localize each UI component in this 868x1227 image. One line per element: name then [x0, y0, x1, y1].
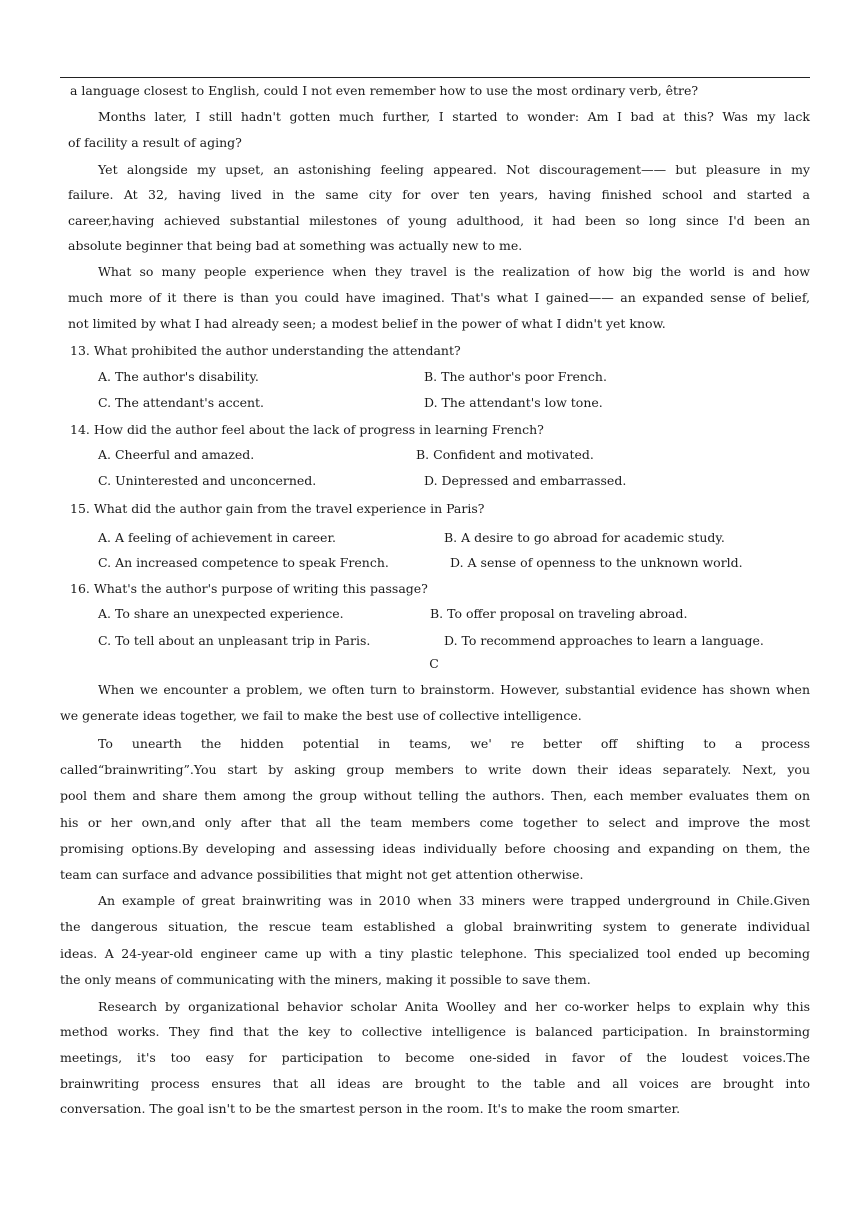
option-b: B. A desire to go abroad for academic study.: [444, 530, 725, 545]
passage-line: pool them and share them among the group without telling the authors. Then, each member evaluates them on: [60, 788, 810, 803]
question-stem: 13. What prohibited the author understanding the attendant?: [70, 343, 461, 358]
passage-line: the only means of communicating with the miners, making it possible to save them.: [60, 972, 591, 987]
option-c: C. Uninterested and unconcerned.: [98, 473, 317, 488]
passage-line: the dangerous situation, the rescue team established a global brainwriting system to generate individual: [60, 919, 810, 934]
passage-line: absolute beginner that being bad at something was actually new to me.: [68, 238, 523, 253]
option-a: A. A feeling of achievement in career.: [98, 530, 337, 545]
passage-line: Yet alongside my upset, an astonishing feeling appeared. Not discouragement—— but pleasure in my: [98, 162, 810, 177]
section-heading: C: [429, 656, 439, 671]
passage-line: failure. At 32, having lived in the same city for over ten years, having finished school and started a: [68, 187, 810, 202]
passage-line: called“brainwriting”.You start by asking group members to write down their ideas separately. Next, you: [60, 762, 810, 777]
passage-line: brainwriting process ensures that all ideas are brought to the table and all voices are brought into: [60, 1076, 810, 1091]
option-a: A. Cheerful and amazed.: [98, 447, 255, 462]
passage-line: his or her own,and only after that all the team members come together to select and improve the most: [60, 815, 810, 830]
passage-line: Research by organizational behavior scholar Anita Woolley and her co-worker helps to explain why this: [98, 999, 810, 1014]
option-d: D. To recommend approaches to learn a language.: [444, 633, 764, 648]
passage-line: method works. They find that the key to collective intelligence is balanced participation. In brainstorming: [60, 1024, 810, 1039]
passage-line: To unearth the hidden potential in teams, we' re better off shifting to a process: [98, 736, 810, 751]
passage-line: When we encounter a problem, we often turn to brainstorm. However, substantial evidence has shown when: [98, 682, 810, 697]
passage-line: meetings, it's too easy for participation to become one-sided in favor of the loudest voices.The: [60, 1050, 810, 1065]
option-b: B. The author's poor French.: [424, 369, 607, 384]
passage-line: Months later, I still hadn't gotten much further, I started to wonder: Am I bad at this? Was my lack: [98, 109, 810, 124]
question-stem: 15. What did the author gain from the travel experience in Paris?: [70, 501, 485, 516]
option-b: B. To offer proposal on traveling abroad.: [430, 606, 688, 621]
passage-line: An example of great brainwriting was in 2010 when 33 miners were trapped underground in Chile.Given: [98, 893, 810, 908]
option-d: D. Depressed and embarrassed.: [424, 473, 627, 488]
passage-line: team can surface and advance possibilities that might not get attention otherwise.: [60, 867, 584, 882]
question-stem: 14. How did the author feel about the lack of progress in learning French?: [70, 422, 544, 437]
question-stem: 16. What's the author's purpose of writing this passage?: [70, 581, 428, 596]
option-c: C. An increased competence to speak French.: [98, 555, 389, 570]
passage-line: much more of it there is than you could have imagined. That's what I gained—— an expanded sense of belief,: [68, 290, 810, 305]
passage-line: career,having achieved substantial milestones of young adulthood, it had been so long since I'd been an: [68, 213, 810, 228]
passage-line: conversation. The goal isn't to be the smartest person in the room. It's to make the room smarter.: [60, 1101, 681, 1116]
passage-line: What so many people experience when they travel is the realization of how big the world is and how: [98, 264, 810, 279]
option-c: C. The attendant's accent.: [98, 395, 265, 410]
option-a: A. The author's disability.: [98, 369, 259, 384]
passage-line: promising options.By developing and assessing ideas individually before choosing and expanding on them, the: [60, 841, 810, 856]
passage-line: ideas. A 24-year-old engineer came up with a tiny plastic telephone. This specialized tool ended up becoming: [60, 946, 810, 961]
passage-line: not limited by what I had already seen; a modest belief in the power of what I didn't yet know.: [68, 316, 666, 331]
option-d: D. The attendant's low tone.: [424, 395, 603, 410]
option-c: C. To tell about an unpleasant trip in Paris.: [98, 633, 371, 648]
option-d: D. A sense of openness to the unknown world.: [450, 555, 743, 570]
passage-line: of facility a result of aging?: [68, 135, 242, 150]
option-a: A. To share an unexpected experience.: [98, 606, 344, 621]
passage-line: we generate ideas together, we fail to make the best use of collective intelligence.: [60, 708, 582, 723]
passage-line: a language closest to English, could I not even remember how to use the most ordinary verb, être?: [70, 83, 699, 98]
option-b: B. Confident and motivated.: [416, 447, 594, 462]
